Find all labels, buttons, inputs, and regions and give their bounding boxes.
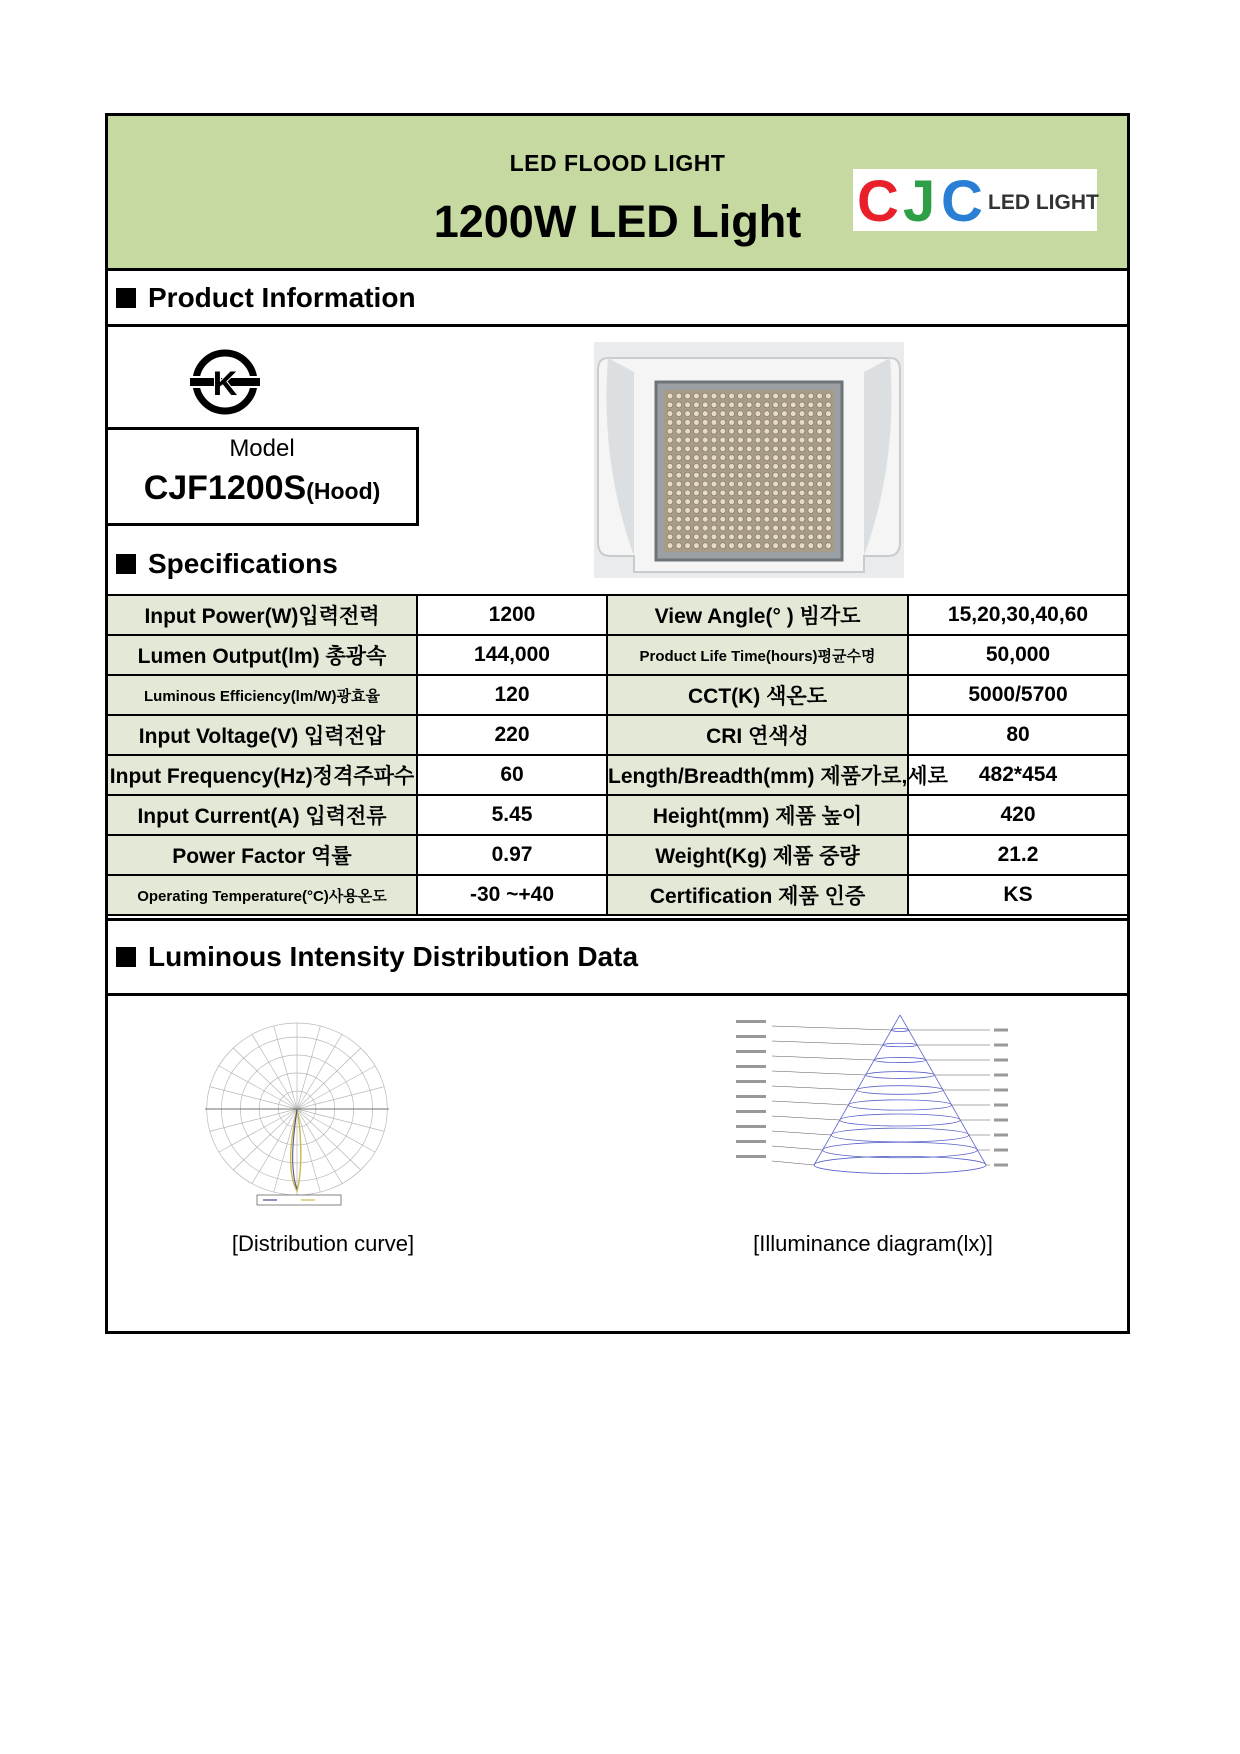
spec-value: 1200 xyxy=(417,595,607,635)
spec-value: 60 xyxy=(417,755,607,795)
spec-label: Input Power(W)입력전력 xyxy=(108,595,417,635)
spec-row xyxy=(108,595,1127,635)
product-info-heading: Product Information xyxy=(108,271,1127,327)
spec-label: Luminous Efficiency(lm/W)광효율 xyxy=(108,675,417,715)
distribution-curve-chart xyxy=(197,1019,403,1207)
spec-value: -30 ~+40 xyxy=(417,875,607,915)
ks-certification-icon xyxy=(190,347,260,417)
spec-label: CCT(K) 색온도 xyxy=(607,675,908,715)
spec-row xyxy=(108,795,1127,835)
spec-label: Input Voltage(V) 입력전압 xyxy=(108,715,417,755)
spec-row xyxy=(108,835,1127,875)
logo-letter-c2: C xyxy=(941,169,983,234)
spec-label: Lumen Output(lm) 총광속 xyxy=(108,635,417,675)
spec-label: Input Current(A) 입력전류 xyxy=(108,795,417,835)
spec-value: 144,000 xyxy=(417,635,607,675)
specifications-table xyxy=(108,594,1127,916)
spec-label: Power Factor 역률 xyxy=(108,835,417,875)
header-banner xyxy=(108,116,1127,271)
spec-value: 482*454 xyxy=(908,755,1127,795)
spec-value: 5000/5700 xyxy=(908,675,1127,715)
model-box xyxy=(108,427,419,526)
spec-label: Height(mm) 제품 높이 xyxy=(607,795,908,835)
spec-row xyxy=(108,635,1127,675)
spec-row xyxy=(108,675,1127,715)
spec-label: Certification 제품 인증 xyxy=(607,875,908,915)
spec-value: 220 xyxy=(417,715,607,755)
spec-label: View Angle(° ) 빔각도 xyxy=(607,595,908,635)
spec-label: Weight(Kg) 제품 중량 xyxy=(607,835,908,875)
spec-label: Length/Breadth(mm) 제품가로,세로 xyxy=(607,755,908,795)
product-category: LED FLOOD LIGHT xyxy=(509,150,726,176)
ks-mark-letter: K xyxy=(212,365,238,403)
spec-label: Operating Temperature(°C)사용온도 xyxy=(108,875,417,915)
spec-value: KS xyxy=(908,875,1127,915)
spec-row xyxy=(108,875,1127,915)
page-title: 1200W LED Light xyxy=(433,196,802,247)
logo-letter-j: J xyxy=(903,169,936,234)
bullet-square-icon xyxy=(116,554,136,574)
distribution-curve-caption: [Distribution curve] xyxy=(231,1231,415,1256)
model-suffix: (Hood) xyxy=(306,478,381,504)
spec-value: 5.45 xyxy=(417,795,607,835)
bullet-square-icon xyxy=(116,947,136,967)
model-label: Model xyxy=(229,435,295,462)
specifications-heading: Specifications xyxy=(108,536,1127,592)
spec-row xyxy=(108,755,1127,795)
model-name: CJF1200S(Hood) xyxy=(143,469,381,507)
spec-value: 50,000 xyxy=(908,635,1127,675)
distribution-heading: Luminous Intensity Distribution Data xyxy=(108,918,1127,996)
brand-logo xyxy=(853,169,1099,234)
spec-value: 21.2 xyxy=(908,835,1127,875)
spec-label: CRI 연색성 xyxy=(607,715,908,755)
spec-value: 80 xyxy=(908,715,1127,755)
logo-suffix: LED LIGHT xyxy=(988,191,1099,214)
illuminance-diagram xyxy=(728,1007,1018,1205)
spec-value: 15,20,30,40,60 xyxy=(908,595,1127,635)
spec-label: Product Life Time(hours)평균수명 xyxy=(607,635,908,675)
spec-label: Input Frequency(Hz)정격주파수 xyxy=(108,755,417,795)
spec-sheet xyxy=(105,113,1130,1334)
spec-value: 420 xyxy=(908,795,1127,835)
illuminance-diagram-caption: [Illuminance diagram(lx)] xyxy=(753,1231,993,1256)
spec-value: 120 xyxy=(417,675,607,715)
spec-row xyxy=(108,715,1127,755)
bullet-square-icon xyxy=(116,288,136,308)
spec-value: 0.97 xyxy=(417,835,607,875)
logo-letter-c1: C xyxy=(857,169,899,234)
